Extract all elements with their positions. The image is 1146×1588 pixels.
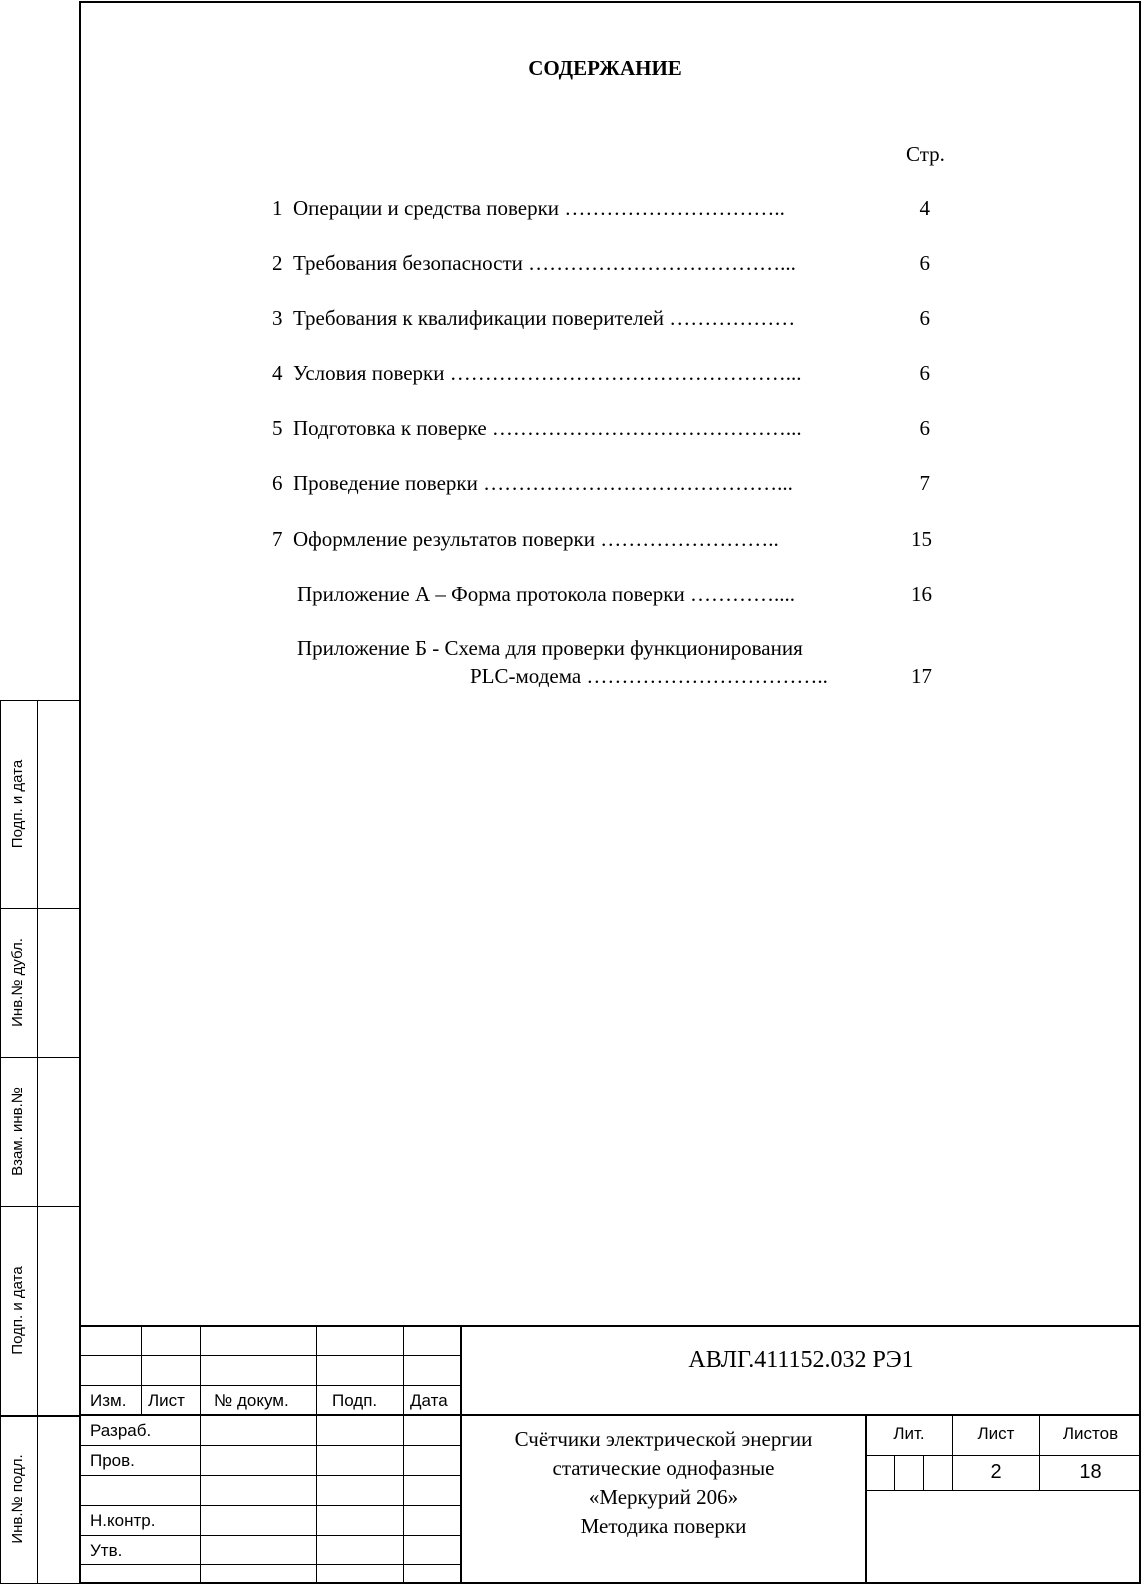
toc-page: 15	[911, 527, 932, 551]
toc-appendix-b: Приложение Б - Схема для проверки функционирования	[297, 636, 803, 660]
sheets-total: 18	[1079, 1461, 1102, 1483]
product-title: Счётчики электрической энергии статические однофазные «Меркурий 206» Методика поверки	[514, 1427, 813, 1538]
col-header-date: Дата	[410, 1391, 448, 1410]
side-label: Инв.№ подл.	[9, 1454, 26, 1544]
sheets-label: Листов	[1062, 1424, 1119, 1443]
toc-appendix-a: Приложение А – Форма протокола поверки …………....	[297, 582, 795, 606]
col-header-doc: № докум.	[214, 1391, 289, 1410]
toc-page: 16	[911, 582, 932, 606]
toc-page: 6	[919, 361, 930, 385]
toc-item: 6 Проведение поверки ……………………………………...	[272, 471, 793, 495]
toc-page: 6	[919, 251, 930, 275]
toc-page: 4	[919, 196, 930, 220]
toc-item: 1 Операции и средства поверки …………………………..	[272, 196, 785, 220]
toc-page: 7	[919, 471, 930, 495]
toc-item: 4 Условия поверки …………………………………………...	[272, 361, 802, 385]
role-approved: Утв.	[90, 1541, 123, 1560]
side-label: Инв.№ дубл.	[9, 938, 26, 1027]
document-code: АВЛГ.411152.032 РЭ1	[688, 1347, 914, 1373]
toc-page: 6	[919, 416, 930, 440]
toc-item: 5 Подготовка к поверке ……………………………………...	[272, 416, 802, 440]
page-title: СОДЕРЖАНИЕ	[528, 56, 682, 80]
toc-item: 2 Требования безопасности ………………………………...	[272, 251, 796, 275]
side-label: Взам. инв.№	[9, 1087, 26, 1176]
toc-item: 3 Требования к квалификации поверителей ………………	[272, 306, 796, 330]
sheet-label: Лист	[977, 1424, 1015, 1443]
page-column-label: Стр.	[906, 142, 945, 166]
col-header-izm: Изм.	[90, 1391, 127, 1410]
toc-page: 17	[911, 664, 932, 688]
sheet-number: 2	[990, 1461, 1002, 1483]
col-header-list: Лист	[148, 1391, 185, 1410]
side-label: Подп. и дата	[9, 1266, 26, 1355]
lit-label: Лит.	[893, 1424, 925, 1443]
col-header-sign: Подп.	[332, 1391, 378, 1410]
side-label: Подп. и дата	[9, 759, 26, 849]
role-checked: Пров.	[90, 1451, 135, 1470]
role-norm-control: Н.контр.	[90, 1511, 156, 1530]
role-developer: Разраб.	[90, 1421, 152, 1440]
toc-page: 6	[919, 306, 930, 330]
toc-appendix-b-cont: PLC-модема ……………………………..	[470, 664, 828, 688]
toc-item: 7 Оформление результатов поверки ……………………..	[272, 527, 779, 551]
